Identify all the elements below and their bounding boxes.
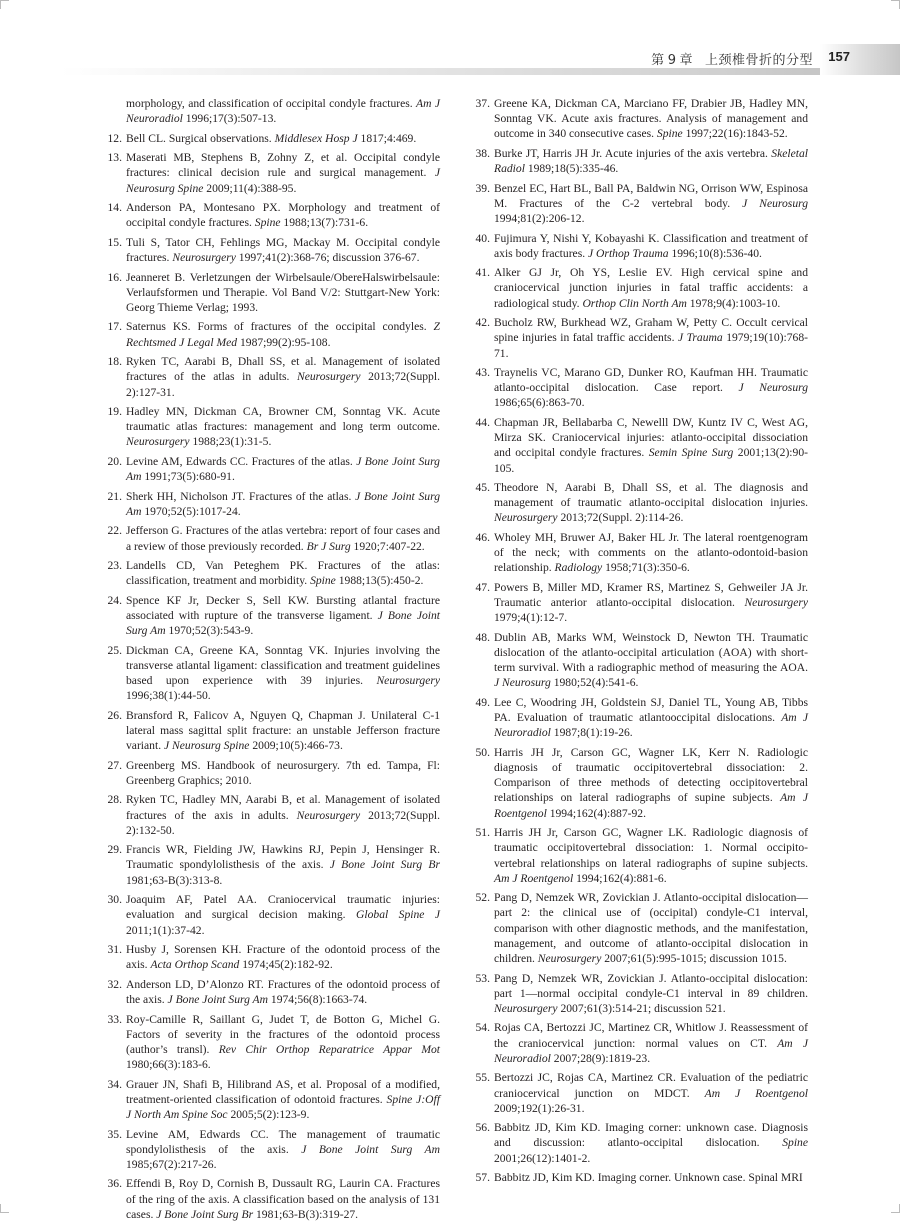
page-number: 157 — [828, 49, 850, 64]
reference-number: 25. — [107, 643, 122, 657]
journal-name: Acta Orthop Scand — [150, 958, 240, 972]
reference-item — [106, 942, 440, 972]
reference-number: 18. — [107, 355, 122, 369]
citation-details: 1970;52(5):1017-24. — [141, 504, 241, 518]
reference-item — [106, 523, 440, 553]
citation-details: 1994;162(4):887-92. — [546, 806, 646, 820]
reference-number: 48. — [475, 630, 490, 644]
journal-name: Global Spine J — [356, 908, 440, 922]
citation-details: 1994;81(2):206-12. — [494, 212, 585, 226]
reference-number: 26. — [107, 708, 122, 722]
reference-item — [474, 825, 808, 886]
reference-number: 30. — [107, 893, 122, 907]
reference-number: 20. — [107, 454, 122, 468]
reference-item — [106, 354, 440, 400]
reference-number: 41. — [475, 266, 490, 280]
reference-item — [474, 231, 808, 261]
journal-name: J Neurosurg Spine — [164, 739, 250, 753]
citation-details: 1970;52(3):543-9. — [165, 624, 254, 638]
journal-name: Neurosurgery — [376, 674, 440, 688]
reference-text: Chapman JR, Bellabarba C, Newelll DW, Kuntz IV C, West AG, Mirza SK. Craniocervical injuries: atlanto-occipital dissociation and occipital condyle fractures. — [494, 415, 808, 460]
citation-details: 1980;66(3):183-6. — [126, 1058, 211, 1072]
journal-name: J Bone Joint Surg Br — [329, 858, 440, 872]
reference-text: Wholey MH, Bruwer AJ, Baker HL Jr. The lateral roentgenogram of the neck; with comments on the atlanto-odontoid-basion relationship. — [494, 530, 808, 575]
reference-number: 14. — [107, 201, 122, 215]
citation-details: 1987;8(1):19-26. — [550, 726, 633, 740]
journal-name: Spine — [782, 1136, 808, 1150]
reference-item — [106, 270, 440, 316]
reference-number: 43. — [475, 366, 490, 380]
citation-details: 1817;4:469. — [357, 131, 417, 145]
journal-name: Br J Surg — [306, 539, 351, 553]
reference-text: Francis WR, Fielding JW, Hawkins RJ, Pepin J, Hensinger R. Traumatic spondylolisthesis of the axis. — [126, 843, 440, 872]
citation-details: 2007;61(3):514-21; discussion 521. — [557, 1001, 726, 1015]
reference-item — [106, 235, 440, 265]
citation-details: 2007;61(5):995-1015; discussion 1015. — [601, 952, 787, 966]
reference-text: Grauer JN, Shafi B, Hilibrand AS, et al. Proposal of a modified, treatment-oriented classification of odontoid fractures. — [126, 1077, 440, 1106]
reference-item — [474, 265, 808, 311]
citation-details: 1988;13(5):450-2. — [335, 574, 424, 588]
reference-item — [106, 319, 440, 349]
reference-text: Dublin AB, Marks WM, Weinstock D, Newton TH. Traumatic dislocation of the atlanto-occipital articulation (AOA) with short-term survival. With a radiographic method of measuring the AOA. — [494, 630, 808, 675]
reference-item — [106, 758, 440, 788]
chapter-title: 上颈椎骨折的分型 — [704, 53, 813, 68]
journal-name: J Bone Joint Surg Am — [126, 608, 441, 638]
reference-item — [474, 1120, 808, 1166]
chapter-number: 9 — [667, 53, 677, 68]
journal-name: Neurosurgery — [296, 370, 361, 384]
citation-details: 1920;7:407-22. — [350, 539, 425, 553]
citation-details: 1988;13(7):731-6. — [280, 216, 369, 230]
reference-number: 47. — [475, 580, 490, 594]
reference-item — [474, 695, 808, 741]
reference-number: 45. — [475, 481, 490, 495]
citation-details: 2009;192(1):26-31. — [494, 1101, 585, 1115]
journal-name: J Neurosurg — [738, 381, 808, 395]
reference-number: 57. — [475, 1171, 490, 1185]
journal-name: Skeletal Radiol — [494, 146, 808, 176]
journal-name: J Neurosurg Spine — [126, 166, 440, 195]
reference-item — [106, 1012, 440, 1073]
reference-text: Roy-Camille R, Saillant G, Judet T, de Botton G, Michel G. Factors of severity in the fractures of the odontoid process (author’s transl). — [126, 1012, 440, 1056]
reference-text: Theodore N, Aarabi B, Dhall SS, et al. The diagnosis and management of traumatic atlanto-occipital dislocation injuries. — [494, 481, 808, 510]
reference-text: Lee C, Woodring JH, Goldstein SJ, Daniel TL, Young AB, Tibbs PA. Evaluation of traumatic atlantooccipital dislocations. — [494, 695, 808, 725]
journal-name: Z Rechtsmed J Legal Med — [126, 320, 440, 349]
citation-details: 2011;1(1):37-42. — [126, 923, 205, 937]
reference-item — [106, 131, 440, 146]
reference-text: Sherk HH, Nicholson JT. Fractures of the atlas. — [126, 489, 356, 503]
citation-details: 2007;28(9):1819-23. — [550, 1051, 651, 1065]
reference-item — [106, 96, 440, 126]
journal-name: Rev Chir Orthop Reparatrice Appar Mot — [218, 1042, 440, 1056]
reference-text: Harris JH Jr, Carson GC, Wagner LK, Kerr N. Radiologic diagnosis of traumatic occipitovertebral dissociation: 2. Comparison of three methods of detecting occipitovertebral relationships on lateral radiographs of supine subjects. — [494, 745, 808, 805]
reference-item — [474, 1070, 808, 1116]
reference-number: 13. — [107, 151, 122, 165]
journal-name: Radiology — [554, 561, 603, 575]
reference-text: Maserati MB, Stephens B, Zohny Z, et al. Occipital condyle fractures: clinical decision rule and surgical management. — [126, 151, 440, 180]
reference-item — [474, 745, 808, 821]
reference-column-left — [106, 96, 440, 1226]
journal-name: J Bone Joint Surg Am — [167, 993, 269, 1006]
citation-details: 1974;56(8):1663-74. — [268, 993, 368, 1006]
reference-number: 28. — [107, 793, 122, 807]
journal-name: Spine — [656, 127, 683, 141]
reference-text: Babbitz JD, Kim KD. Imaging corner. Unknown case. Spinal MRI — [494, 1171, 803, 1185]
header-gradient-bar — [60, 68, 900, 75]
reference-text: Burke JT, Harris JH Jr. Acute injuries of the axis vertebra. — [494, 146, 772, 160]
reference-text: Fujimura Y, Nishi Y, Kobayashi K. Classification and treatment of axis body fractures. — [494, 231, 808, 260]
reference-text: Levine AM, Edwards CC. The management of traumatic spondylolisthesis of the axis. — [126, 1127, 440, 1156]
reference-text: Benzel EC, Hart BL, Ball PA, Baldwin NG, Orrison WW, Espinosa M. Fractures of the C-2 vertebral body. — [494, 181, 808, 210]
journal-name: J Neurosurg — [494, 676, 551, 690]
journal-name: Am J Neuroradiol — [494, 1036, 809, 1065]
reference-item — [474, 146, 808, 176]
reference-number: 22. — [107, 524, 122, 538]
citation-details: 2009;10(5):466-73. — [249, 739, 343, 753]
citation-details: 2013;72(Suppl. 2):132-50. — [126, 808, 440, 837]
journal-name: J Bone Joint Surg Am — [126, 489, 440, 518]
citation-details: 1980;52(4):541-6. — [550, 676, 639, 690]
citation-details: 1958;71(3):350-6. — [602, 561, 690, 575]
crop-mark-bottom-right — [891, 1204, 900, 1213]
reference-text: Pang D, Nemzek WR, Zovickian J. Atlanto-occipital dislocation: part 1—normal occipital condyle-C1 interval in 89 children. — [494, 971, 808, 1000]
journal-name: J Bone Joint Surg Br — [156, 1207, 254, 1221]
reference-number: 44. — [475, 415, 490, 429]
reference-text: morphology, and classification of occipital condyle fractures. — [126, 97, 417, 110]
journal-name: Neurosurgery — [744, 596, 808, 610]
reference-number: 53. — [475, 971, 490, 985]
journal-name: Orthop Clin North Am — [582, 296, 687, 310]
citation-details: 1988;23(1):31-5. — [189, 435, 272, 449]
journal-name: Am J Roentgenol — [494, 791, 808, 820]
reference-item — [474, 530, 808, 576]
reference-text: Spence KF Jr, Decker S, Sell KW. Bursting atlantal fracture associated with rupture of the transverse ligament. — [126, 593, 440, 622]
citation-details: 1996;10(8):536-40. — [668, 246, 762, 260]
reference-text: Alker GJ Jr, Oh YS, Leslie EV. High cervical spine and craniocervical junction injuries in fatal traffic accidents: a radiological study. — [494, 266, 808, 310]
reference-number: 27. — [107, 758, 122, 772]
reference-item — [106, 977, 440, 1007]
reference-item — [106, 1077, 440, 1123]
reference-number: 12. — [107, 131, 122, 145]
journal-name: J Trauma — [677, 331, 723, 345]
reference-number: 56. — [475, 1121, 490, 1135]
reference-item — [474, 580, 808, 626]
reference-item — [474, 480, 808, 526]
reference-number: 52. — [475, 891, 490, 905]
reference-number: 31. — [107, 943, 122, 957]
reference-item — [106, 1127, 440, 1173]
citation-details: 1991;73(5):680-91. — [141, 470, 235, 484]
reference-number: 40. — [475, 231, 490, 245]
reference-number: 29. — [107, 843, 122, 857]
reference-item — [474, 365, 808, 411]
reference-item — [106, 892, 440, 938]
reference-number: 33. — [107, 1012, 122, 1026]
reference-item — [474, 1020, 808, 1066]
reference-text: Saternus KS. Forms of fractures of the occipital condyles. — [126, 320, 434, 334]
reference-text: Bucholz RW, Burkhead WZ, Graham W, Petty C. Occult cervical spine injuries in fatal traffic accidents. — [494, 316, 808, 345]
citation-details: 1974;45(2):182-92. — [239, 958, 333, 972]
reference-item — [474, 1170, 808, 1185]
citation-details: 2009;11(4):388-95. — [203, 181, 297, 195]
reference-item — [474, 315, 808, 361]
reference-text: Jeanneret B. Verletzungen der Wirbelsaule/ObereHalswirbelsaule: Verlaufsformen und Therapie. Vol Band V/2: Stuttgart-New York: Georg Thieme Verlag; 1993. — [126, 270, 440, 314]
reference-number: 55. — [475, 1071, 490, 1085]
citation-details: 2001;26(12):1401-2. — [494, 1151, 591, 1165]
journal-name: Am J Roentgenol — [704, 1086, 808, 1100]
reference-number: 34. — [107, 1077, 122, 1091]
journal-name: Spine — [310, 574, 336, 588]
reference-column-right — [474, 96, 808, 1190]
reference-text: Effendi B, Roy D, Cornish B, Dussault RG, Laurin CA. Fractures of the ring of the axis. A classification based on the analysis of 131 cases. — [126, 1177, 440, 1221]
reference-text: Babbitz JD, Kim KD. Imaging corner: unknown case. Diagnosis and discussion: atlanto-occipital dislocation. — [494, 1121, 808, 1150]
reference-item — [106, 643, 440, 704]
citation-details: 1986;65(6):863-70. — [494, 396, 585, 410]
reference-text: Bransford R, Falicov A, Nguyen Q, Chapman J. Unilateral C-1 lateral mass sagittal split fracture: an unstable Jefferson fracture variant. — [126, 708, 440, 753]
reference-text: Harris JH Jr, Carson GC, Wagner LK. Radiologic diagnosis of traumatic occipitovertebral dissociation: 1. Normal occipito-vertebral relationships on lateral radiographs of supine subjects. — [494, 826, 808, 870]
journal-name: Neurosurgery — [126, 435, 190, 449]
journal-name: Neurosurgery — [537, 952, 602, 966]
reference-number: 35. — [107, 1127, 122, 1141]
journal-name: J Bone Joint Surg Am — [126, 454, 440, 484]
journal-name: Spine — [254, 216, 281, 230]
reference-text: Traynelis VC, Marano GD, Dunker RO, Kaufman HH. Traumatic atlanto-occipital dislocation. Case report. — [494, 366, 808, 395]
reference-item — [474, 890, 808, 966]
citation-details: 2013;72(Suppl. 2):114-26. — [557, 511, 684, 525]
reference-text: Powers B, Miller MD, Kramer RS, Martinez S, Gehweiler JA Jr. Traumatic anterior atlanto-occipital dislocation. — [494, 580, 808, 610]
journal-name: J Neurosurg — [742, 196, 808, 210]
citation-details: 1996;38(1):44-50. — [126, 689, 211, 703]
reference-item — [474, 415, 808, 476]
chapter-heading — [651, 49, 813, 68]
reference-number: 32. — [107, 977, 122, 991]
reference-text: Pang D, Nemzek WR, Zovickian J. Atlanto-occipital dislocation—part 2: the clinical use of (occipital) condyle-C1 interval, comparison with other diagnostic methods, and the manifestation, management, and outcome of atlanto-occipital dislocation in children. — [494, 891, 808, 966]
citation-details: 1987;99(2):95-108. — [237, 335, 331, 349]
reference-number: 51. — [475, 826, 490, 840]
reference-number: 16. — [107, 270, 122, 284]
reference-item — [106, 200, 440, 230]
reference-text: Joaquim AF, Patel AA. Craniocervical traumatic injuries: evaluation and surgical decision making. — [126, 893, 440, 922]
journal-name: Am J Roentgenol — [494, 871, 574, 885]
reference-number: 49. — [475, 695, 490, 709]
citation-details: 2001;13(2):90-105. — [494, 446, 808, 475]
journal-name: Middlesex Hosp J — [274, 131, 358, 145]
citation-details: 1978;9(4):1003-10. — [686, 296, 781, 310]
reference-text: Jefferson G. Fractures of the atlas vertebra: report of four cases and a review of those previously recorded. — [126, 524, 440, 553]
journal-name: Am J Neuroradiol — [126, 97, 440, 126]
reference-number: 50. — [475, 745, 490, 759]
chapter-prefix: 第 — [651, 53, 665, 68]
citation-details: 1994;162(4):881-6. — [573, 871, 667, 885]
citation-details: 1997;22(16):1843-52. — [682, 127, 788, 141]
reference-item — [106, 558, 440, 588]
journal-name: Spine J:Off J North Am Spine Soc — [126, 1092, 440, 1122]
journal-name: Neurosurgery — [494, 511, 558, 525]
reference-text: Tuli S, Tator CH, Fehlings MG, Mackay M. Occipital condyle fractures. — [126, 235, 440, 265]
chapter-suffix: 章 — [679, 53, 693, 68]
reference-number: 19. — [107, 405, 122, 419]
citation-details: 1979;19(10):768-71. — [494, 331, 808, 360]
reference-item — [474, 96, 808, 142]
reference-item — [106, 593, 440, 639]
reference-text: Anderson PA, Montesano PX. Morphology and treatment of occipital condyle fractures. — [126, 201, 440, 230]
reference-item — [106, 454, 440, 484]
reference-item — [106, 842, 440, 888]
reference-item — [106, 792, 440, 838]
reference-number: 38. — [475, 146, 490, 160]
reference-item — [106, 708, 440, 754]
citation-details: 1989;18(5):335-46. — [524, 162, 619, 176]
reference-text: Bell CL. Surgical observations. — [126, 131, 275, 145]
reference-number: 46. — [475, 530, 490, 544]
citation-details: 1981;63-B(3):313-8. — [126, 873, 223, 887]
journal-name: Neurosurgery — [494, 1001, 558, 1015]
reference-text: Ryken TC, Hadley MN, Aarabi B, et al. Management of isolated fractures of the axis in adults. — [126, 793, 440, 822]
citation-details: 1996;17(3):507-13. — [182, 112, 277, 126]
citation-details: 1979;4(1):12-7. — [494, 611, 568, 625]
crop-mark-top-right — [891, 0, 900, 9]
journal-name: Am J Neuroradiol — [494, 711, 808, 740]
reference-number: 36. — [107, 1177, 122, 1191]
journal-name: Semin Spine Surg — [648, 446, 734, 460]
reference-item — [474, 971, 808, 1017]
citation-details: 2005;5(2):123-9. — [227, 1108, 310, 1122]
journal-name: J Orthop Trauma — [588, 246, 669, 260]
reference-number: 21. — [107, 489, 122, 503]
citation-details: 1997;41(2):368-76; discussion 376-67. — [235, 251, 420, 265]
reference-item — [106, 404, 440, 450]
reference-text: Greenberg MS. Handbook of neurosurgery. 7th ed. Tampa, Fl: Greenberg Graphics; 2010. — [126, 758, 440, 787]
reference-text: Dickman CA, Greene KA, Sonntag VK. Injuries involving the transverse atlantal ligament: classification and treatment guidelines based upon experience with 39 injuries. — [126, 643, 440, 688]
reference-number: 24. — [107, 593, 122, 607]
reference-item — [106, 150, 440, 196]
crop-mark-bottom-left — [0, 1204, 9, 1213]
citation-details: 1981;63-B(3):319-27. — [253, 1207, 359, 1221]
reference-text: Bertozzi JC, Rojas CA, Martinez CR. Evaluation of the pediatric craniocervical junction on MDCT. — [494, 1071, 808, 1100]
reference-number: 42. — [475, 316, 490, 330]
citation-details: 2013;72(Suppl. 2):127-31. — [126, 370, 440, 399]
reference-text: Rojas CA, Bertozzi JC, Martinez CR, Whitlow J. Reassessment of the craniocervical junction: normal values on CT. — [494, 1021, 808, 1050]
reference-item — [474, 181, 808, 227]
reference-number: 37. — [475, 97, 490, 110]
reference-number: 39. — [475, 181, 490, 195]
reference-text: Levine AM, Edwards CC. Fractures of the atlas. — [126, 454, 357, 468]
journal-name: J Bone Joint Surg Am — [301, 1142, 440, 1156]
journal-name: Neurosurgery — [172, 251, 236, 265]
running-header — [0, 44, 900, 76]
reference-item — [474, 630, 808, 691]
reference-number: 15. — [107, 235, 122, 249]
crop-mark-top-left — [0, 0, 9, 9]
citation-details: 1985;67(2):217-26. — [126, 1157, 217, 1171]
reference-item — [106, 489, 440, 519]
reference-text: Greene KA, Dickman CA, Marciano FF, Drabier JB, Hadley MN, Sonntag VK. Acute axis fractures. Analysis of management and outcome in 340 consecutive cases. — [494, 97, 808, 141]
reference-text: Husby J, Sorensen KH. Fracture of the odontoid process of the axis. — [126, 943, 440, 972]
reference-text: Anderson LD, D’Alonzo RT. Fractures of the odontoid process of the axis. — [126, 977, 440, 1006]
journal-name: Neurosurgery — [296, 808, 361, 822]
reference-text: Hadley MN, Dickman CA, Browner CM, Sonntag VK. Acute traumatic atlas fractures: management and long term outcome. — [126, 405, 440, 434]
reference-text: Landells CD, Van Peteghem PK. Fractures of the atlas: classification, treatment and morbidity. — [126, 559, 440, 588]
reference-text: Ryken TC, Aarabi B, Dhall SS, et al. Management of isolated fractures of the atlas in adults. — [126, 355, 440, 384]
reference-item — [106, 1176, 440, 1222]
reference-number: 23. — [107, 559, 122, 573]
reference-number: 17. — [107, 320, 122, 334]
reference-number: 54. — [475, 1021, 490, 1035]
